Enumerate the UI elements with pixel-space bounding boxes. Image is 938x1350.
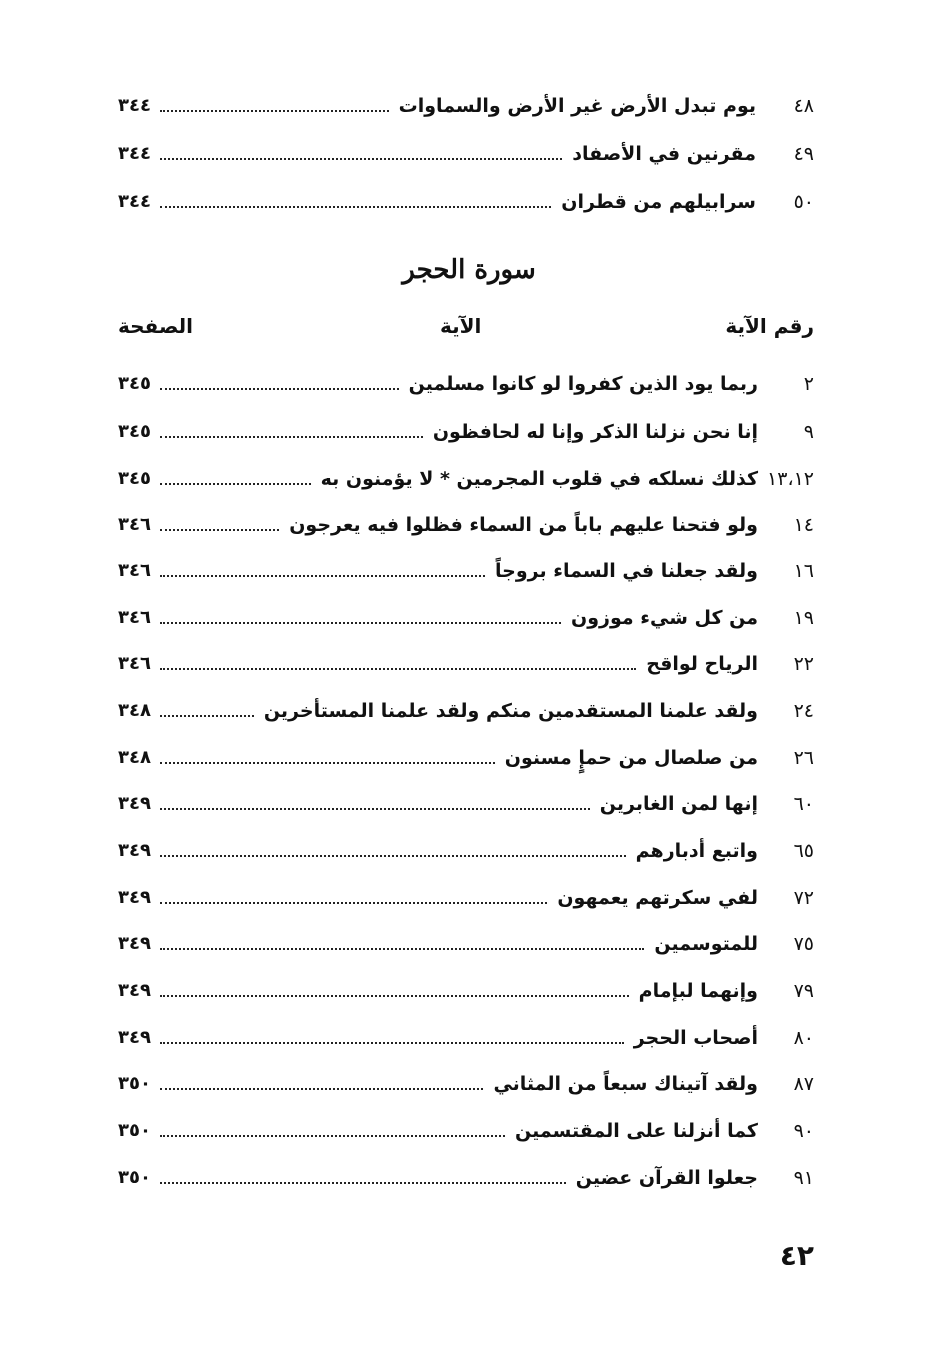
page-reference: ٣٤٩ bbox=[118, 887, 151, 908]
page-reference: ٣٤٤ bbox=[118, 95, 151, 116]
verse-text: ولقد جعلنا في السماء بروجاً bbox=[495, 560, 758, 582]
verse-number: ١٤ bbox=[793, 514, 814, 536]
index-entry bbox=[0, 644, 938, 684]
verse-number: ٢٢ bbox=[793, 653, 814, 675]
page-reference: ٣٤٥ bbox=[118, 468, 151, 489]
verse-text: وإنهما لبإمام bbox=[638, 980, 758, 1002]
page-reference: ٣٥٠ bbox=[118, 1073, 151, 1094]
surah-title: سورة الحجر bbox=[402, 255, 536, 285]
index-entry bbox=[0, 364, 938, 404]
index-entry bbox=[0, 1111, 938, 1151]
dot-leader bbox=[160, 158, 562, 160]
index-entry bbox=[0, 691, 938, 731]
page-reference: ٣٥٠ bbox=[118, 1167, 151, 1188]
dot-leader bbox=[160, 715, 254, 717]
dot-leader bbox=[160, 902, 547, 904]
page-reference: ٣٤٥ bbox=[118, 421, 151, 442]
page-reference: ٣٤٩ bbox=[118, 1027, 151, 1048]
verse-number: ٩٠ bbox=[793, 1120, 814, 1142]
verse-text: ولقد علمنا المستقدمين منكم ولقد علمنا المستأخرين bbox=[263, 700, 758, 722]
index-entry bbox=[0, 134, 938, 174]
page-reference: ٣٤٩ bbox=[118, 840, 151, 861]
dot-leader bbox=[160, 1042, 624, 1044]
verse-text: كما أنزلنا على المقتسمين bbox=[515, 1120, 758, 1142]
verse-text: واتبع أدبارهم bbox=[635, 840, 758, 862]
verse-text: مقرنين في الأصفاد bbox=[572, 143, 756, 165]
dot-leader bbox=[160, 1182, 566, 1184]
verse-number: ٧٩ bbox=[793, 980, 814, 1002]
verse-text: من صلصال من حمإٍ مسنون bbox=[504, 747, 758, 769]
verse-text: للمتوسمين bbox=[654, 933, 758, 955]
index-entry bbox=[0, 86, 938, 126]
verse-number: ٨٧ bbox=[793, 1073, 814, 1095]
dot-leader bbox=[160, 110, 389, 112]
verse-number: ٧٢ bbox=[793, 887, 814, 909]
index-entry bbox=[0, 551, 938, 591]
verse-number: ٨٠ bbox=[793, 1027, 814, 1049]
verse-number: ٤٨ bbox=[793, 95, 814, 117]
verse-text: إنا نحن نزلنا الذكر وإنا له لحافظون bbox=[432, 421, 758, 443]
verse-number: ١٦ bbox=[793, 560, 814, 582]
dot-leader bbox=[160, 855, 626, 857]
verse-number: ٩١ bbox=[793, 1167, 814, 1189]
dot-leader bbox=[160, 948, 644, 950]
page-reference: ٣٤٥ bbox=[118, 373, 151, 394]
dot-leader bbox=[160, 575, 485, 577]
index-entry bbox=[0, 831, 938, 871]
dot-leader bbox=[160, 436, 423, 438]
verse-number: ٢٦ bbox=[793, 747, 814, 769]
verse-text: كذلك نسلكه في قلوب المجرمين * لا يؤمنون به bbox=[320, 468, 758, 490]
dot-leader bbox=[160, 808, 590, 810]
page-reference: ٣٤٨ bbox=[118, 747, 151, 768]
index-entry bbox=[0, 784, 938, 824]
dot-leader bbox=[160, 206, 551, 208]
dot-leader bbox=[160, 529, 279, 531]
dot-leader bbox=[160, 668, 636, 670]
index-entry bbox=[0, 971, 938, 1011]
verse-number: ٧٥ bbox=[793, 933, 814, 955]
verse-text: ولقد آتيناك سبعاً من المثاني bbox=[493, 1073, 758, 1095]
page-reference: ٣٤٦ bbox=[118, 514, 151, 535]
verse-number: ٢ bbox=[803, 373, 814, 395]
dot-leader bbox=[160, 1135, 505, 1137]
verse-number: ٦٠ bbox=[793, 793, 814, 815]
verse-text: سرابيلهم من قطران bbox=[561, 191, 756, 213]
page-reference: ٣٤٦ bbox=[118, 560, 151, 581]
dot-leader bbox=[160, 995, 629, 997]
page-number: ٤٢ bbox=[779, 1239, 814, 1272]
index-entry bbox=[0, 738, 938, 778]
dot-leader bbox=[160, 483, 311, 485]
verse-text: الرياح لواقح bbox=[646, 653, 758, 675]
index-entry bbox=[0, 1018, 938, 1058]
verse-number: ٩ bbox=[803, 421, 814, 443]
verse-number: ١٣،١٢ bbox=[767, 468, 814, 490]
verse-number: ٥٠ bbox=[793, 191, 814, 213]
verse-text: إنها لمن الغابرين bbox=[599, 793, 758, 815]
page-reference: ٣٤٦ bbox=[118, 653, 151, 674]
dot-leader bbox=[160, 622, 561, 624]
index-entry bbox=[0, 412, 938, 452]
verse-number: ٤٩ bbox=[793, 143, 814, 165]
verse-text: يوم تبدل الأرض غير الأرض والسماوات bbox=[398, 95, 756, 117]
verse-text: ربما يود الذين كفروا لو كانوا مسلمين bbox=[408, 373, 758, 395]
verse-text: لفي سكرتهم يعمهون bbox=[557, 887, 758, 909]
verse-number: ٦٥ bbox=[793, 840, 814, 862]
page-reference: ٣٤٩ bbox=[118, 933, 151, 954]
dot-leader bbox=[160, 388, 399, 390]
index-entry bbox=[0, 598, 938, 638]
index-entry bbox=[0, 505, 938, 545]
verse-text: من كل شيء موزون bbox=[571, 607, 758, 629]
verse-text: ولو فتحنا عليهم باباً من السماء فظلوا فيه يعرجون bbox=[289, 514, 758, 536]
index-entry bbox=[0, 459, 938, 499]
verse-text: أصحاب الحجر bbox=[633, 1027, 758, 1049]
page-reference: ٣٤٤ bbox=[118, 143, 151, 164]
page-reference: ٣٤٤ bbox=[118, 191, 151, 212]
index-entry bbox=[0, 1064, 938, 1104]
index-entry bbox=[0, 924, 938, 964]
dot-leader bbox=[160, 762, 495, 764]
index-entry bbox=[0, 182, 938, 222]
page-reference: ٣٤٦ bbox=[118, 607, 151, 628]
verse-number: ١٩ bbox=[793, 607, 814, 629]
verse-number: ٢٤ bbox=[793, 700, 814, 722]
index-entry bbox=[0, 878, 938, 918]
header-verse-number: رقم الآية bbox=[725, 314, 814, 338]
page-reference: ٣٥٠ bbox=[118, 1120, 151, 1141]
header-verse: الآية bbox=[440, 314, 482, 338]
page-reference: ٣٤٨ bbox=[118, 700, 151, 721]
header-page: الصفحة bbox=[118, 314, 194, 338]
page-reference: ٣٤٩ bbox=[118, 980, 151, 1001]
verse-text: جعلوا القرآن عضين bbox=[575, 1167, 758, 1189]
dot-leader bbox=[160, 1088, 483, 1090]
index-entry bbox=[0, 1158, 938, 1198]
page-reference: ٣٤٩ bbox=[118, 793, 151, 814]
